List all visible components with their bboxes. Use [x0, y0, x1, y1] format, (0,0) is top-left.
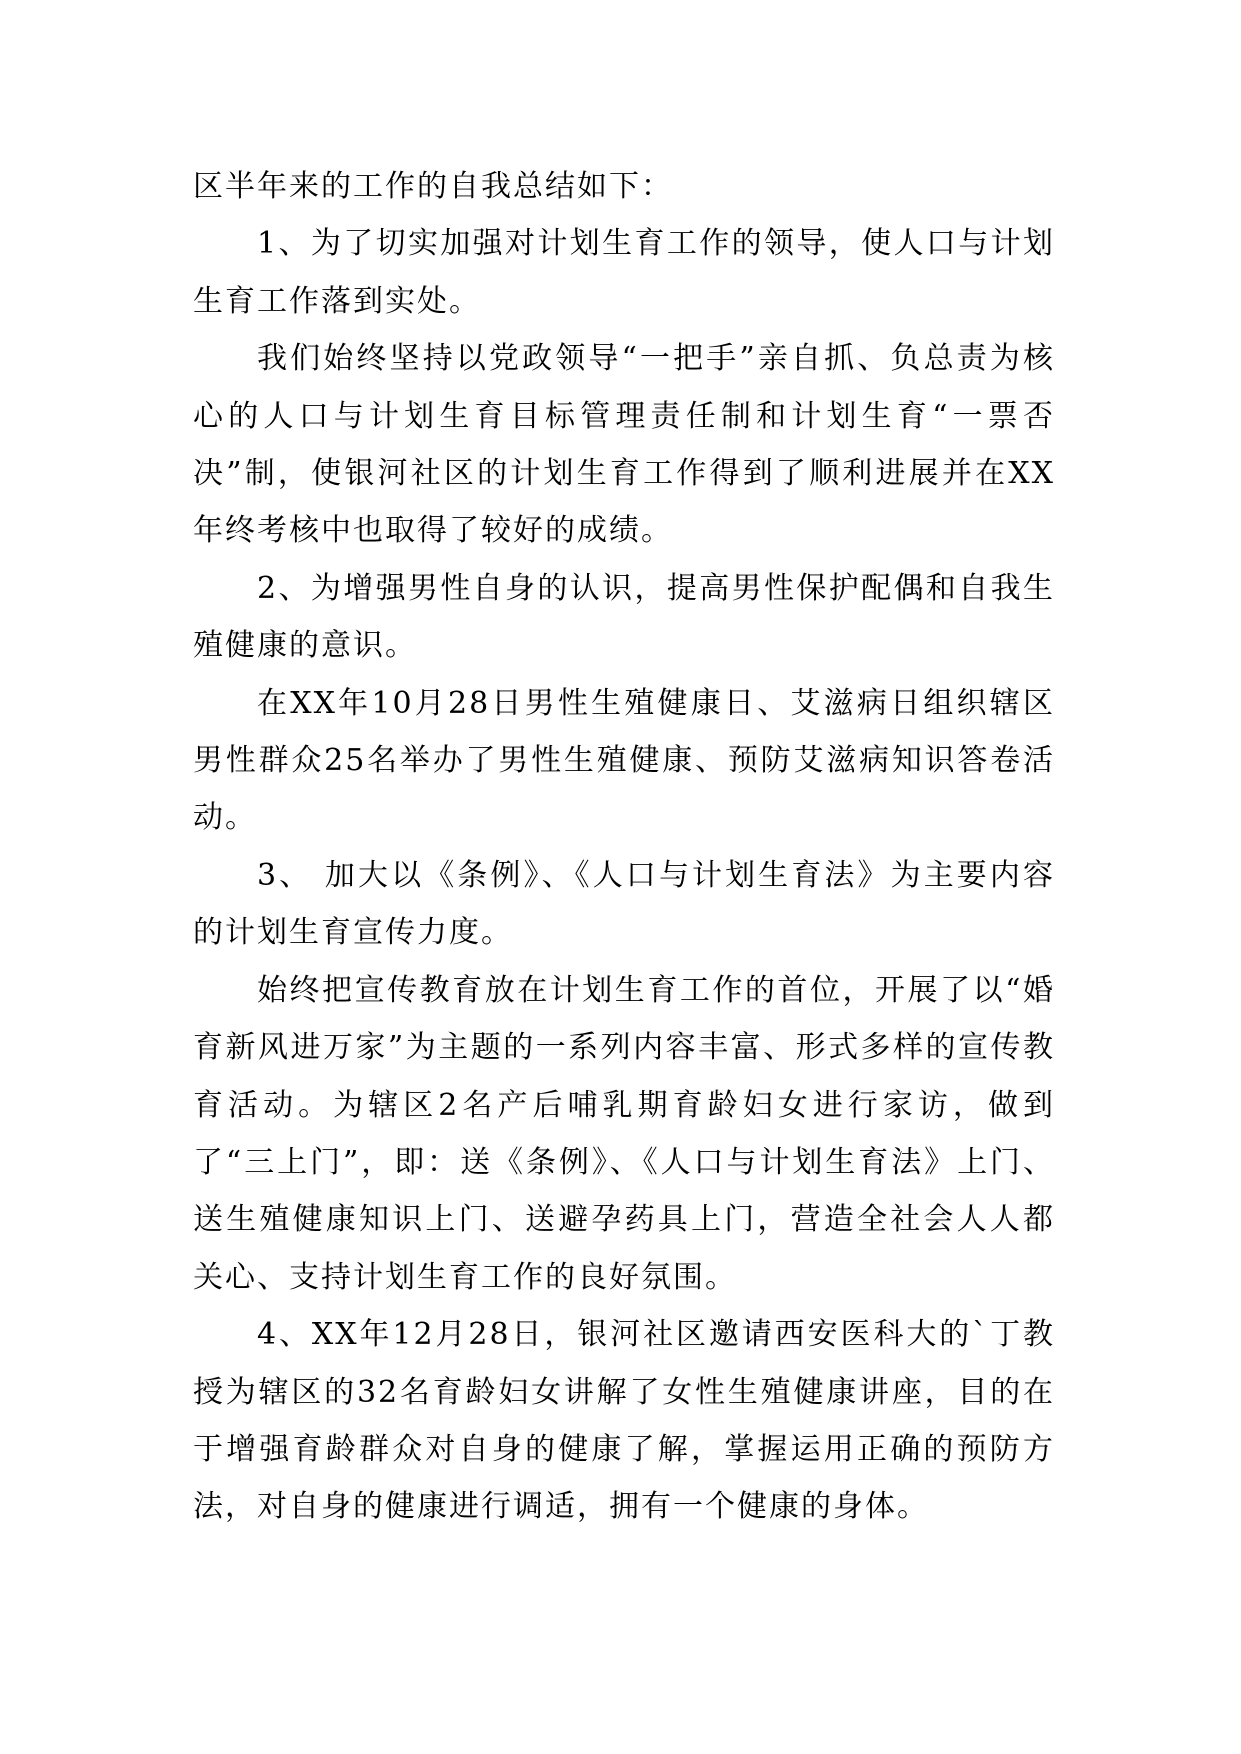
paragraph-3: 我们始终坚持以党政领导“一把手”亲自抓、负总责为核心的人口与计划生育目标管理责任制和计划生育“一票否决”制，使银河社区的计划生育工作得到了顺利进展并在XX年终考核中也取得了较好的成绩。 [193, 341, 1055, 549]
paragraph-2: 1、为了切实加强对计划生育工作的领导，使人口与计划生育工作落到实处。 [193, 226, 1055, 319]
paragraph-6: 3、 加大以《条例》、《人口与计划生育法》为主要内容的计划生育宣传力度。 [193, 857, 1055, 951]
paragraph-7: 始终把宣传教育放在计划生育工作的首位，开展了以“婚育新风进万家”为主题的一系列内容丰富、形式多样的宣传教育活动。为辖区2名产后哺乳期育龄妇女进行家访，做到了“三上门”，即：送《条例》、《人口与计划生育法》上门、送生殖健康知识上门、送避孕药具上门，营造全社会人人都关心、支持计划生育工作的良好氛围。 [193, 972, 1055, 1295]
document-page [193, 158, 1055, 1536]
paragraph-4: 2、为增强男性自身的认识，提高男性保护配偶和自我生殖健康的意识。 [193, 570, 1055, 664]
paragraph-5: 在XX年10月28日男性生殖健康日、艾滋病日组织辖区男性群众25名举办了男性生殖健康、预防艾滋病知识答卷活动。 [193, 685, 1055, 836]
paragraph-1: 区半年来的工作的自我总结如下： [193, 169, 673, 204]
paragraph-8: 4、XX年12月28日，银河社区邀请西安医科大的`丁教授为辖区的32名育龄妇女讲解了女性生殖健康讲座，目的在于增强育龄群众对自身的健康了解，掌握运用正确的预防方法，对自身的健康进行调适，拥有一个健康的身体。 [193, 1317, 1055, 1525]
